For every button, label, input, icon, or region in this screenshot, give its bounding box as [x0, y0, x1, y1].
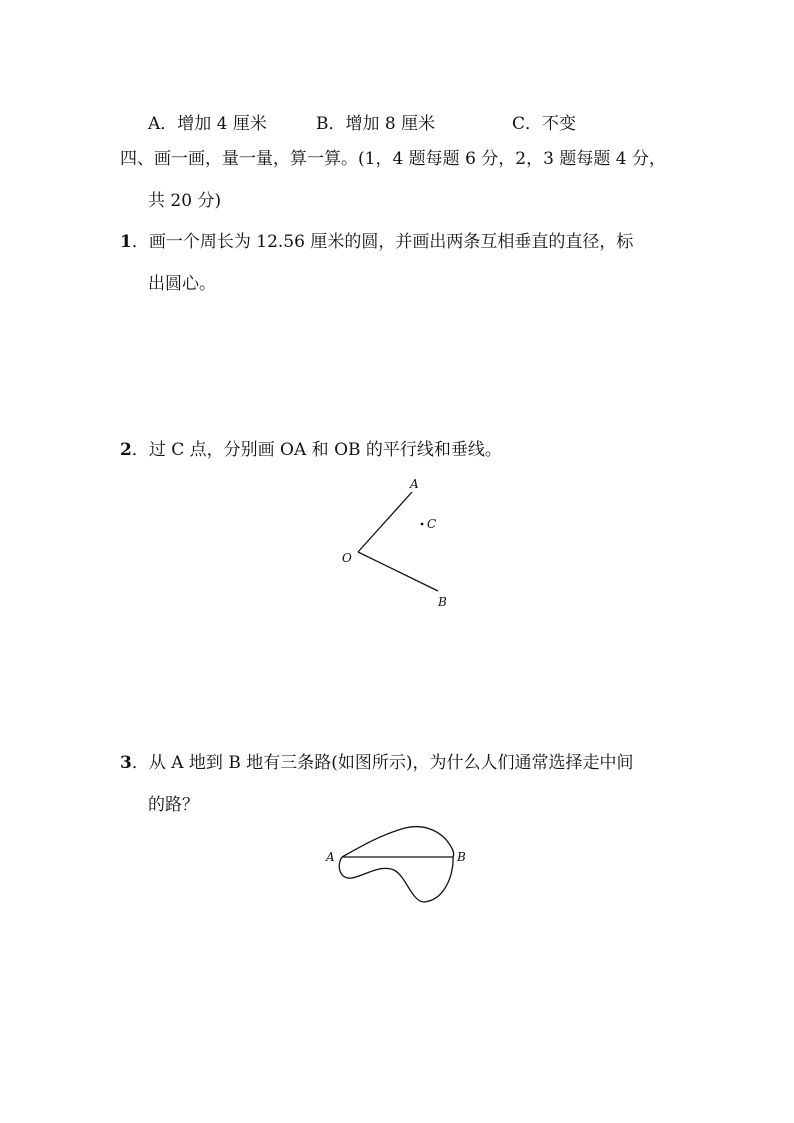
section-4-title-line2: 共 20 分)	[148, 191, 222, 211]
label-b: B	[457, 850, 466, 864]
label-o: O	[342, 551, 352, 565]
question-3-number: 3	[120, 753, 132, 773]
option-b: B．增加 8 厘米	[316, 114, 436, 134]
question-2-number: 2	[120, 440, 132, 460]
option-a: A．增加 4 厘米	[148, 114, 267, 134]
question-2-text: ．过 C 点，分别画 OA 和 OB 的平行线和垂线。	[131, 440, 502, 460]
angle-figure	[330, 470, 470, 615]
question-1-line2: 出圆心。	[148, 274, 216, 294]
question-2-line	[120, 442, 502, 459]
label-a: A	[410, 477, 419, 491]
lower-road	[339, 857, 453, 902]
roads-figure	[320, 820, 480, 910]
question-3-text: ．从 A 地到 B 地有三条路(如图所示)，为什么人们通常选择走中间	[131, 753, 634, 773]
question-3-line2: 的路？	[148, 795, 199, 815]
label-a: A	[326, 850, 335, 864]
option-c: C．不变	[512, 114, 577, 134]
question-3-line1	[120, 755, 634, 772]
upper-road	[342, 827, 454, 857]
question-1-line1	[120, 234, 633, 251]
question-1-number: 1	[120, 232, 132, 252]
label-c: C	[427, 517, 437, 531]
section-4-title-line1: 四、画一画，量一量，算一算。(1，4 题每题 6 分，2，3 题每题 4 分，	[120, 149, 666, 169]
label-b: B	[438, 595, 447, 609]
ray-ob	[358, 552, 438, 591]
question-1-text: ．画一个周长为 12.56 厘米的圆，并画出两条互相垂直的直径，标	[131, 232, 634, 252]
point-c	[421, 523, 424, 526]
ray-oa	[358, 492, 412, 552]
